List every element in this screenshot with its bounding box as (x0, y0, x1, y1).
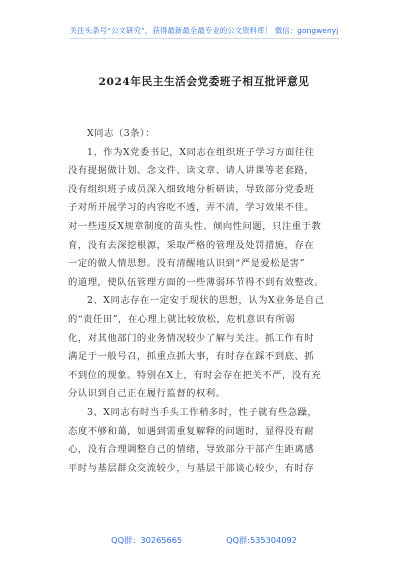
footer-qq-group-1: QQ群：30265665 (111, 535, 183, 545)
paragraph-line: 对一些违反X规章制度的苗头性、倾向性问题，只注重于教 (68, 220, 322, 232)
paragraph-line: 不到位的现象。特别在X上，有时会存在把关不严，没有充 (68, 369, 322, 381)
paragraph-line: 子对所开展学习的内容吃不透，弄不清，学习效果不佳。 (68, 202, 315, 214)
paragraph-line: 1、作为X党委书记，X同志在组织班子学习方面往往 (87, 146, 315, 158)
paragraph-line: 化，对其他部门的业务情况较少了解与关注。抓工作有时 (68, 332, 315, 344)
paragraph-line: 育，没有去深挖根源，采取严格的管理及处罚措施，存在 (68, 239, 315, 251)
paragraph-line: 2、X同志存在一定安于现状的思想，认为X业务是自己 (87, 295, 325, 307)
paragraph-line: 分认识到自己正在履行监督的权利。 (68, 388, 226, 400)
paragraph-line: 态度不够和蔼，如遇到需重复解释的问题时，显得没有耐 (68, 425, 315, 437)
paragraph-line: 没有组织班子成员深入细致地分析研读，导致部分党委班 (68, 183, 315, 195)
paragraph-line: 一定的做人情思想。没有清醒地认识到“严是爱松是害” (68, 258, 306, 270)
banner-divider (69, 38, 339, 39)
paragraph-line: 的“责任田”，在心理上就比较放松，危机意识有所弱 (68, 313, 296, 325)
paragraph-line: 3、X同志有时当手头工作稍多时，性子就有些急躁， (87, 406, 318, 418)
section-heading: X同志（3条）： (87, 128, 156, 139)
footer-contact (0, 535, 408, 546)
footer-qq-group-2: QQ群:535304092 (226, 535, 297, 545)
top-banner: 关注头条号“公文研究”，获得最新最全最专业的公文资料库！ 微信：gongwenyj (69, 26, 339, 35)
document-body (68, 125, 337, 478)
paragraph-line: 的道理，使队伍管理方面的一些薄弱环节得不到有效整改。 (68, 276, 325, 288)
paragraph-line: 平时与基层群众交流较少，与基层干部谈心较少，有时存 (68, 462, 315, 474)
paragraph-line: 心，没有合理调整自己的情绪，导致部分干部产生距离感 (68, 444, 315, 456)
document-title: 2024年民主生活会党委班子相互批评意见 (98, 76, 310, 88)
paragraph-line: 没有提据做计划、念文件、读文章、请人讲课等老套路， (68, 165, 315, 177)
paragraph-line: 满足于一般号召，抓重点抓大事，有时存在踩不到底、抓 (68, 351, 315, 363)
